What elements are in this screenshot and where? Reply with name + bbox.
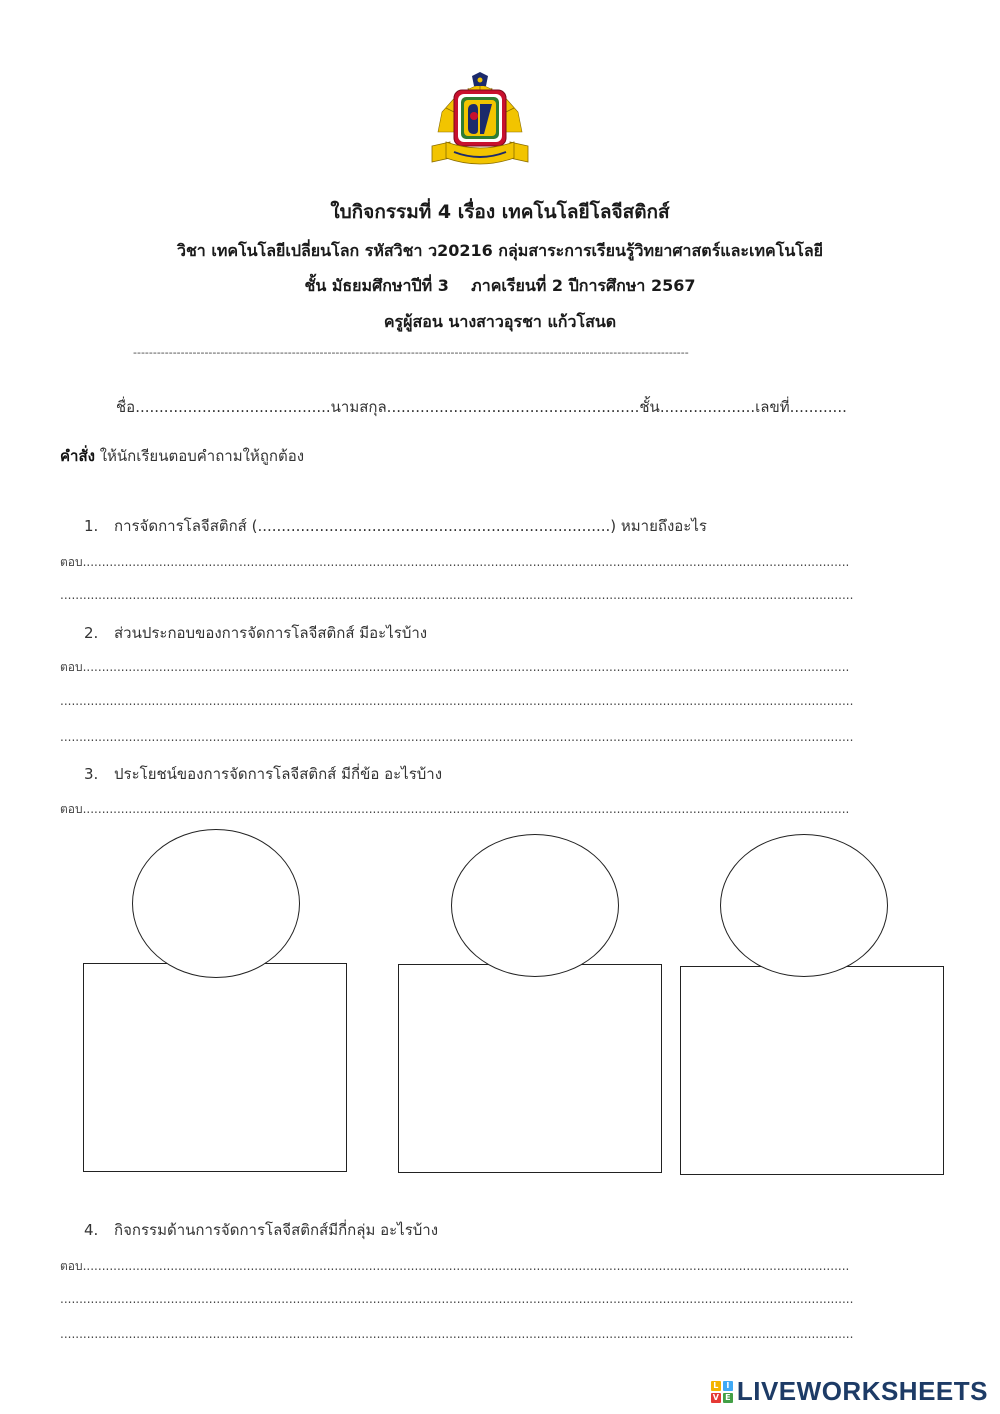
brand-mark-letter: E (723, 1393, 733, 1403)
question-2 (84, 621, 427, 645)
answer-line[interactable]: ................................................................................................................................................................................................................ (60, 588, 854, 602)
answer-circle-1[interactable] (132, 829, 300, 978)
answer-line[interactable]: ตอบ......................................................................................................................................................................................................... (60, 802, 850, 816)
answer-line[interactable]: ตอบ......................................................................................................................................................................................................... (60, 555, 850, 569)
brand-text: LIVEWORKSHEETS (736, 1376, 988, 1406)
answer-circle-2[interactable] (451, 834, 619, 977)
question-text: กิจกรรมด้านการจัดการโลจีสติกส์มีกี่กลุ่ม อะไรบ้าง (114, 1221, 439, 1239)
answer-line[interactable]: ................................................................................................................................................................................................................ (60, 1292, 854, 1306)
brand-mark-letter: L (711, 1381, 721, 1391)
brand-mark-letter: V (712, 1392, 719, 1402)
answer-box-1[interactable] (83, 963, 347, 1172)
answer-line[interactable]: ................................................................................................................................................................................................................ (60, 1327, 854, 1341)
subject-line: วิชา เทคโนโลยีเปลี่ยนโลก รหัสวิชา ว20216 กลุ่มสาระการเรียนรู้วิทยาศาสตร์และเทคโนโลยี (176, 241, 824, 260)
liveworksheets-logo-icon (711, 1381, 733, 1403)
question-text: ประโยชน์ของการจัดการโลจีสติกส์ มีกี่ข้อ อะไรบ้าง (114, 765, 443, 783)
answer-circle-3[interactable] (720, 834, 888, 977)
student-info-line[interactable]: ชื่อ.........................................นามสกุล.....................................................ชั้น....................เลขที่............ (116, 398, 847, 416)
teacher-line: ครูผู้สอน นางสาวอุรชา แก้วโสนด (383, 312, 617, 331)
header-separator: -------------------------------------------------------------------------------------------------------------------------------------------- (133, 346, 689, 359)
question-number: 2. (84, 624, 99, 642)
question-3 (84, 762, 442, 786)
question-text: ส่วนประกอบของการจัดการโลจีสติกส์ มีอะไรบ้าง (114, 624, 428, 642)
answer-line[interactable]: ตอบ......................................................................................................................................................................................................... (60, 660, 850, 674)
question-4 (84, 1218, 438, 1242)
answer-box-3[interactable] (680, 966, 944, 1175)
liveworksheets-brand[interactable] (711, 1376, 988, 1407)
answer-line[interactable]: ................................................................................................................................................................................................................ (60, 694, 854, 708)
question-number: 4. (84, 1221, 99, 1239)
question-number: 3. (84, 765, 99, 783)
school-emblem-icon (428, 72, 532, 172)
instruction-label: คำสั่ง (60, 447, 95, 465)
grade-line: ชั้น มัธยมศึกษาปีที่ 3 ภาคเรียนที่ 2 ปีการศึกษา 2567 (304, 276, 696, 295)
question-number: 1. (84, 517, 99, 535)
instruction-text: ให้นักเรียนตอบคำถามให้ถูกต้อง (94, 447, 305, 465)
answer-line[interactable]: ตอบ......................................................................................................................................................................................................... (60, 1259, 850, 1273)
instruction (60, 444, 304, 468)
answer-box-2[interactable] (398, 964, 662, 1173)
page-title: ใบกิจกรรมที่ 4 เรื่อง เทคโนโลยีโลจีสติกส์ (330, 201, 670, 223)
question-text[interactable]: การจัดการโลจีสติกส์ (..........................................................................) หมายถึงอะไร (114, 517, 707, 535)
answer-line[interactable]: ................................................................................................................................................................................................................ (60, 730, 854, 744)
question-1 (84, 514, 707, 538)
brand-mark-letter: I (723, 1381, 733, 1391)
